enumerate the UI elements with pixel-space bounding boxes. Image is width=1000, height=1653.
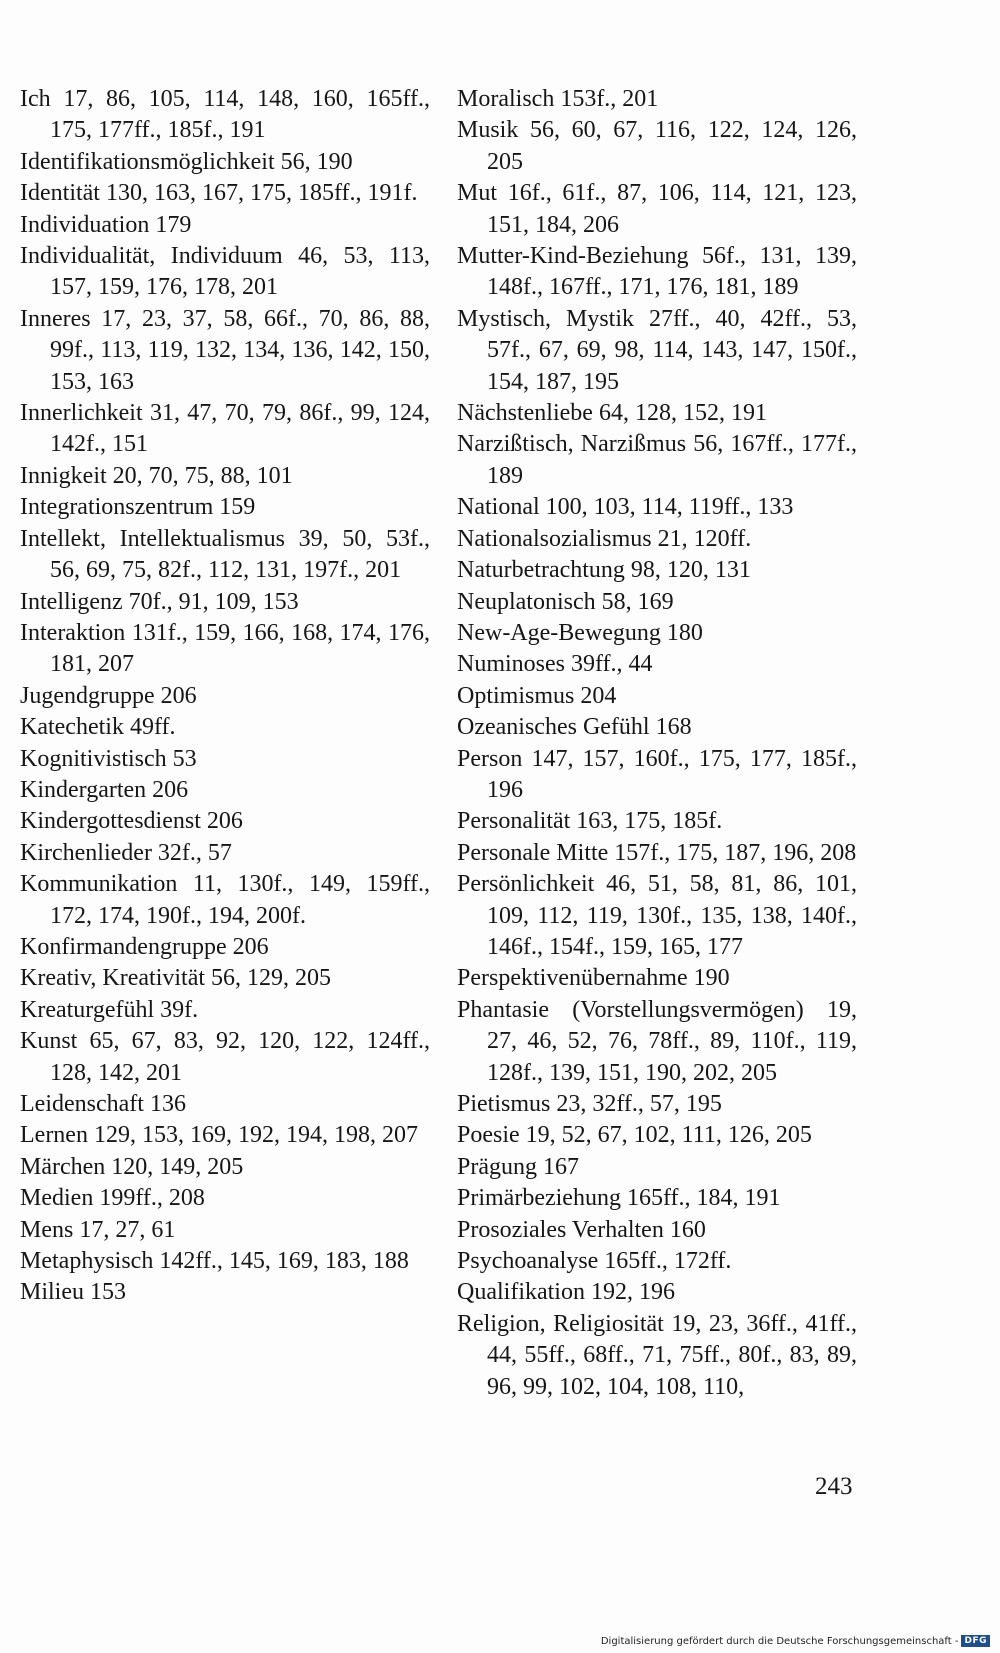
index-entry: Interaktion 131f., 159, 166, 168, 174, 176, 181, 207 [20, 619, 430, 678]
page-number: 243 [815, 1473, 853, 1500]
index-entry: Narzißtisch, Narzißmus 56, 167ff., 177f., 189 [457, 431, 857, 489]
index-entry: Phantasie (Vorstellungsvermögen) 19, 27, 46, 52, 76, 78ff., 89, 110f., 119, 128f., 139, 151, 190, 202, 205 [457, 996, 857, 1086]
index-entry: Personale Mitte 157f., 175, 187, 196, 208 [457, 839, 857, 866]
index-entry: Individualität, Individuum 46, 53, 113, 157, 159, 176, 178, 201 [20, 243, 430, 301]
index-entry: Mens 17, 27, 61 [20, 1216, 176, 1243]
index-entry: Musik 56, 60, 67, 116, 122, 124, 126, 205 [457, 117, 857, 175]
index-entry: Religion, Religiosität 19, 23, 36ff., 41ff., 44, 55ff., 68ff., 71, 75ff., 80f., 83, 89, 96, 99, 102, 104, 108, 110, [457, 1310, 857, 1400]
index-entry: Mut 16f., 61f., 87, 106, 114, 121, 123, 151, 184, 206 [457, 180, 857, 238]
index-entry: Kognitivistisch 53 [20, 745, 197, 772]
index-entry: New-Age-Bewegung 180 [457, 619, 703, 646]
index-entry: Numinoses 39ff., 44 [457, 651, 653, 678]
index-entry: Jugendgruppe 206 [20, 682, 197, 709]
index-entry: Integrationszentrum 159 [20, 494, 256, 521]
index-entry: Person 147, 157, 160f., 175, 177, 185f., 196 [457, 745, 857, 803]
index-entry: Identität 130, 163, 167, 175, 185ff., 191f. [20, 180, 418, 207]
index-entry: Naturbetrachtung 98, 120, 131 [457, 557, 751, 584]
index-entry: Optimismus 204 [457, 682, 617, 709]
index-entry: Identifikationsmöglichkeit 56, 190 [20, 148, 353, 175]
index-left-column [20, 84, 430, 1309]
dfg-logo-icon: DFG [961, 1635, 990, 1647]
index-entry: Katechetik 49ff. [20, 714, 176, 741]
index-entry: Mutter-Kind-Beziehung 56f., 131, 139, 148f., 167ff., 171, 176, 181, 189 [457, 243, 857, 301]
index-entry: Lernen 129, 153, 169, 192, 194, 198, 207 [20, 1122, 418, 1149]
index-entry: Intellekt, Intellektualismus 39, 50, 53f., 56, 69, 75, 82f., 112, 131, 197f., 201 [20, 525, 430, 584]
index-entry: Kindergarten 206 [20, 776, 189, 803]
index-entry: Nationalsozialismus 21, 120ff. [457, 525, 752, 552]
index-entry: Ozeanisches Gefühl 168 [457, 714, 692, 741]
index-entry: Konfirmandengruppe 206 [20, 933, 269, 960]
index-entry: Individuation 179 [20, 211, 192, 238]
index-entry: Innigkeit 20, 70, 75, 88, 101 [20, 462, 293, 489]
index-entry: Innerlichkeit 31, 47, 70, 79, 86f., 99, 124, 142f., 151 [20, 400, 430, 458]
digitization-footer [601, 1635, 990, 1647]
index-entry: Ich 17, 86, 105, 114, 148, 160, 165ff., 175, 177ff., 185f., 191 [20, 86, 430, 144]
index-right-column [457, 84, 857, 1403]
index-entry: Metaphysisch 142ff., 145, 169, 183, 188 [20, 1248, 409, 1275]
index-entry: Psychoanalyse 165ff., 172ff. [457, 1248, 732, 1275]
footer-text: Digitalisierung gefördert durch die Deutsche Forschungsgemeinschaft - [600, 1635, 959, 1647]
index-entry: Neuplatonisch 58, 169 [457, 588, 674, 615]
index-entry: Persönlichkeit 46, 51, 58, 81, 86, 101, 109, 112, 119, 130f., 135, 138, 140f., 146f., 154f., 159, 165, 177 [457, 871, 857, 960]
index-entry: Leidenschaft 136 [20, 1091, 186, 1117]
index-entry: Kreativ, Kreativität 56, 129, 205 [20, 965, 332, 992]
index-entry: Nächstenliebe 64, 128, 152, 191 [457, 400, 767, 427]
index-entry: Prosoziales Verhalten 160 [457, 1216, 706, 1243]
index-entry: National 100, 103, 114, 119ff., 133 [457, 494, 794, 521]
index-entry: Perspektivenübernahme 190 [457, 965, 730, 992]
index-entry: Milieu 153 [20, 1279, 126, 1306]
index-entry: Mystisch, Mystik 27ff., 40, 42ff., 53, 57f., 67, 69, 98, 114, 143, 147, 150f., 154, 187, 195 [457, 305, 857, 395]
index-entry: Prägung 167 [457, 1153, 579, 1180]
index-entry: Primärbeziehung 165ff., 184, 191 [457, 1185, 781, 1212]
index-entry: Personalität 163, 175, 185f. [457, 808, 723, 835]
index-entry: Intelligenz 70f., 91, 109, 153 [20, 588, 299, 615]
index-entry: Poesie 19, 52, 67, 102, 111, 126, 205 [457, 1122, 812, 1149]
index-entry: Inneres 17, 23, 37, 58, 66f., 70, 86, 88, 99f., 113, 119, 132, 134, 136, 142, 150, 153, 163 [20, 305, 430, 395]
index-entry: Moralisch 153f., 201 [457, 86, 659, 112]
index-entry: Märchen 120, 149, 205 [20, 1153, 244, 1180]
index-entry: Kirchenlieder 32f., 57 [20, 839, 232, 866]
index-entry: Qualifikation 192, 196 [457, 1279, 675, 1306]
index-entry: Kindergottesdienst 206 [20, 808, 243, 835]
index-entry: Kreaturgefühl 39f. [20, 996, 199, 1023]
index-entry: Medien 199ff., 208 [20, 1185, 205, 1212]
index-entry: Kunst 65, 67, 83, 92, 120, 122, 124ff., 128, 142, 201 [20, 1028, 430, 1086]
index-entry: Kommunikation 11, 130f., 149, 159ff., 172, 174, 190f., 194, 200f. [20, 871, 430, 929]
index-entry: Pietismus 23, 32ff., 57, 195 [457, 1091, 722, 1117]
